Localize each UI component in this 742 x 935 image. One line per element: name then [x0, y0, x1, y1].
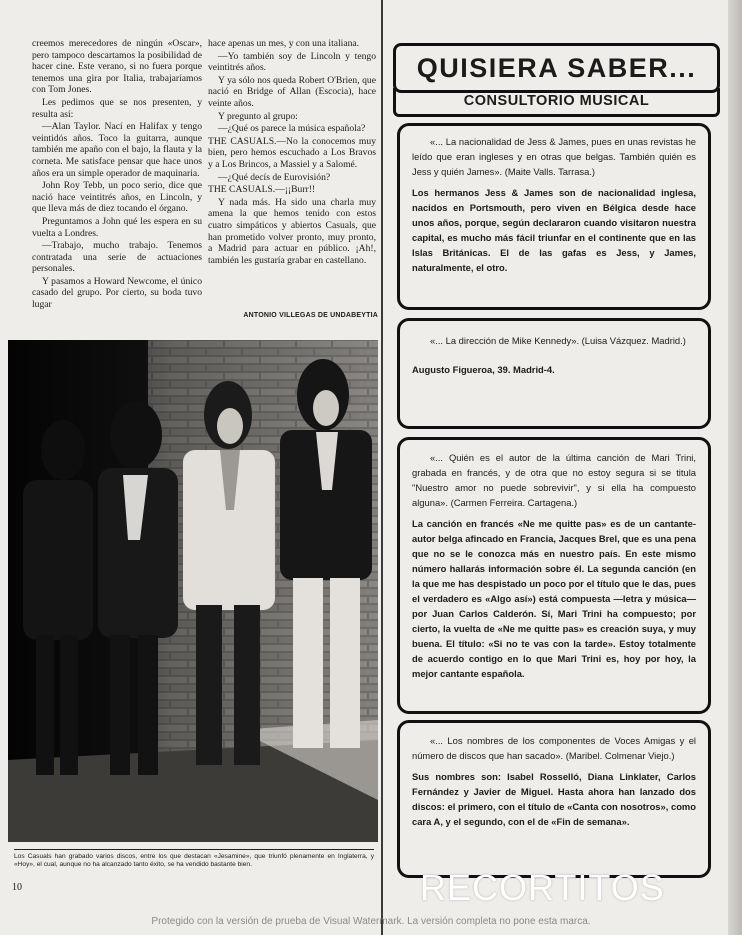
- article-paragraph: THE CASUALS.—¡¡Burr!!: [208, 184, 316, 196]
- article-paragraph: John Roy Tebb, un poco serio, dice que nació hace veintitrés años, en Lincoln, y que lleva más de diez tocando el órgano.: [32, 180, 202, 215]
- article-paragraph: Les pedimos que se nos presenten, y resulta así:: [32, 96, 202, 120]
- article-paragraph: —Alan Taylor. Nací en Halifax y tengo veintidós años. Toco la guitarra, aunque también me apaño con el bajo, la flauta y la corneta. Me satisface pensar que hace unos años era un simple operador de maquinaria.: [32, 121, 202, 179]
- letter-box: [397, 720, 711, 878]
- article-paragraph: Y nada más. Ha sido una charla muy amena la que hemos tenido con estos cuatro simpáticos y abiertos Casuals, que han prometido volver pronto, muy pronto, a Madrid para actuar en público. ¡Ah!, también les gustaría grabar en castellano.: [208, 196, 376, 266]
- watermark-notice: Protegido con la versión de prueba de Visual Watermark. La versión completa no pone esta marca.: [151, 916, 591, 927]
- editor-answer: La canción en francés «Ne me quitte pas» es de un cantante-autor belga afincado en Francia, Jacques Brel, que es una pena que no se le conozca más en nuestro país. En este mismo número hallarás información sobre él. La segunda canción (en la que me has despistado un poco por el título que le das, pues el verdadero es «Algo así») está compuesta —letra y música— por Juan Carlos Calderón. Sí, Mari Trini ha compuesto; por cierto, la vuelta de «Ne me quitte pas» es creación suya, y muy buena. El título: «Si no te vas con la tarde». Estoy totalmente de acuerdo contigo en lo que Mari Trini es, hoy por hoy, la mejor cantante española.: [412, 518, 696, 679]
- article-column-2: [208, 38, 376, 267]
- article-paragraph: —Trabajo, mucho trabajo. Tenemos contratada una serie de actuaciones personales.: [32, 240, 202, 275]
- editor-answer: Sus nombres son: Isabel Rosselló, Diana Linklater, Carlos Fernández y Javier de Miguel. Hasta ahora han lanzado dos discos: el primero, con el título de «Canta con nosotros», como cara A, y el segundo, con el de «Fin de semana».: [412, 771, 696, 827]
- letter-box: [397, 123, 711, 310]
- editor-answer: Los hermanos Jess & James son de nacionalidad inglesa, nacidos en Portsmouth, pero viven en Bélgica desde hace unos años, porque, según declararon cuando visitaron nuestra capital, es mucho más fácil triunfar en el continente que en las Islas Británicas. El de las gafas es Jess, y James, naturalmente, el otro.: [412, 187, 696, 273]
- band-photo: [8, 340, 378, 842]
- article-paragraph: Y ya sólo nos queda Robert O'Brien, que nació en Bridge of Allan (Escocia), hace veinte años.: [208, 74, 376, 109]
- reader-question: «... La nacionalidad de Jess & James, pues en unas revistas he leído que eran ingleses y en otras que belgas. También quién es Jess y quién James». (Maite Valls. Tarrasa.): [412, 136, 696, 177]
- article-paragraph: THE CASUALS.—No la conocemos muy bien, pero hemos escuchado a Los Bravos y a Los Brincos, a Massiel y a Salomé.: [208, 135, 376, 170]
- article-column-1: [32, 38, 202, 312]
- article-paragraph: hace apenas un mes, y con una italiana.: [208, 38, 360, 49]
- section-subtitle: CONSULTORIO MUSICAL: [393, 88, 720, 117]
- page-gutter: [381, 0, 383, 935]
- letter-box: [397, 318, 711, 429]
- article-paragraph: Y pasamos a Howard Newcome, el único casado del grupo. Por cierto, su boda tuvo lugar: [32, 275, 202, 311]
- letter-box: [397, 437, 711, 714]
- article-paragraph: —¿Qué decís de Eurovisión?: [218, 171, 331, 183]
- page-number: 10: [12, 882, 22, 893]
- section-title: QUISIERA SABER...: [393, 43, 720, 93]
- article-paragraph: Y pregunto al grupo:: [218, 110, 298, 122]
- article-paragraph: creemos merecedores de ningún «Oscar», pero tampoco descartamos la posibilidad de hacer cine. Este verano, si no fuera porque tenemos una gira por Italia, trabajaríamos con Tom Jones.: [32, 38, 202, 96]
- page-edge: [728, 0, 742, 935]
- band-photo-image: [8, 340, 378, 842]
- article-paragraph: Preguntamos a John qué les espera en su vuelta a Londres.: [32, 215, 202, 239]
- reader-question: «... La dirección de Mike Kennedy». (Luisa Vázquez. Madrid.): [430, 335, 686, 346]
- article-byline: ANTONIO VILLEGAS DE UNDABEYTIA: [243, 312, 378, 319]
- watermark-brand: RECORTITOS: [420, 867, 665, 908]
- photo-caption: Los Casuals han grabado varios discos, entre los que destacan «Jesamine», que triunfó plenamente en Inglaterra, y «Hoy», el cual, aunque no ha alcanzado tanto éxito, se ha vendido bastante bien.: [14, 849, 374, 870]
- editor-answer: Augusto Figueroa, 39. Madrid-4.: [412, 364, 555, 375]
- article-paragraph: —¿Qué os parece la música española?: [218, 123, 366, 135]
- reader-question: «... Los nombres de los componentes de Voces Amigas y el número de discos que han sacado». (Maribel. Colmenar Viejo.): [412, 735, 696, 761]
- article-paragraph: —Yo también soy de Lincoln y tengo veintitrés años.: [208, 50, 376, 74]
- reader-question: «... Quién es el autor de la última canción de Mari Trini, grabada en francés, y de otra que no estoy segura si se titula "Nuestro amor no puede sobrevivir", y si ella ha compuesto alguna». (Carmen Ferreira. Cartagena.): [412, 452, 696, 508]
